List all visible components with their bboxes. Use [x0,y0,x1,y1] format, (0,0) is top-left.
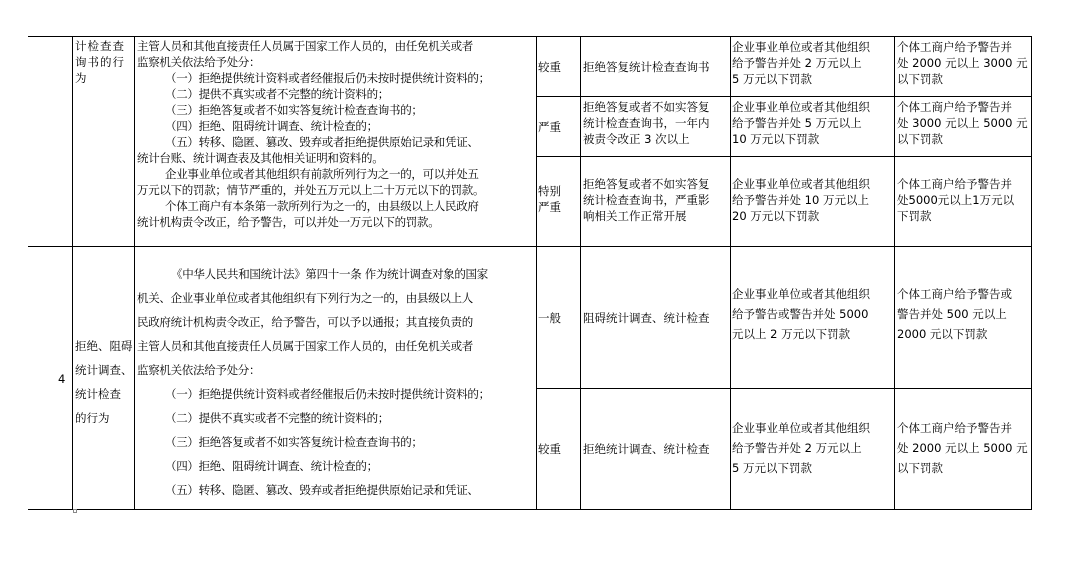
basis-line: 民政府统计机构责令改正，给予警告，可以予以通报；其直接负责的 [137,315,473,329]
col-divider [536,36,537,510]
col-divider [134,36,135,510]
row4-individual-1 [897,284,1031,344]
enterprise-line: 元以上 2 万元以下罚款 [732,327,851,341]
individual-line: 2000 元以下罚款 [897,327,988,341]
enterprise-line: 给予警告并处 5 万元以上 [732,116,862,130]
row4-grade-1 [538,247,580,388]
item-name-line: 询书的行 [75,55,125,69]
situation-line: 阻碍统计调查、统计检查 [583,310,710,325]
situation-line: 拒绝答复或者不如实答复 [583,177,710,191]
individual-line: 个体工商户给予警告或 [897,287,1012,301]
col-divider [894,36,895,510]
situation-line: 拒绝答复统计检查查询书 [583,59,710,74]
basis-line: （四）拒绝、阻碍统计调查、统计检查的； [165,459,378,473]
row-divider [536,96,1032,97]
row3-situation-3 [583,176,730,224]
enterprise-line: 给予警告并处 2 万元以上 [732,56,862,70]
basis-line: （一）拒绝提供统计资料或者经催报后仍未按时提供统计资料的； [165,71,490,85]
row4-number [58,371,72,387]
row3-grade-2 [538,97,580,156]
row-divider [536,156,1032,157]
basis-line: 主管人员和其他直接责任人员属于国家工作人员的，由任免机关或者 [137,339,473,353]
situation-line: 统计检查查询书，一年内 [583,116,710,130]
table-right-border [1031,36,1032,510]
row4-grade-2 [538,389,580,509]
grade-label: 严重 [538,200,561,214]
row3-individual-3 [897,176,1031,224]
item-name-line: 统计检查 [75,387,121,401]
individual-line: 个体工商户给予警告并 [897,177,1012,191]
row3-enterprise-2 [732,99,894,147]
basis-line: 万元以下的罚款；情节严重的，并处五万元以上二十万元以下的罚款。 [137,183,485,197]
grade-label: 较重 [538,442,561,456]
basis-line: 监察机关依法给予处分： [137,363,261,377]
enterprise-line: 给予警告并处 2 万元以上 [732,441,862,455]
basis-line: （三）拒绝答复或者不如实答复统计检查查询书的； [165,103,423,117]
row4-item-name [75,334,135,430]
enterprise-line: 给予警告或警告并处 5000 [732,307,869,321]
row3-individual-2 [897,99,1031,147]
grade-label: 较重 [538,59,561,74]
item-name-line: 的行为 [75,411,110,425]
grade-label: 特别 [538,184,561,198]
enterprise-line: 5 万元以下罚款 [732,72,812,86]
basis-line: 机关、企业事业单位或者其他组织有下列行为之一的，由县级以上人 [137,291,473,305]
row4-legal-basis [137,262,535,502]
enterprise-line: 企业事业单位或者其他组织 [732,100,870,114]
individual-line: 处 3000 元以上 5000 元 [897,116,1028,130]
row4-situation-2 [583,389,730,509]
enterprise-line: 企业事业单位或者其他组织 [732,177,870,191]
basis-line: （一）拒绝提供统计资料或者经催报后仍未按时提供统计资料的； [165,387,490,401]
row4-enterprise-1 [732,284,894,344]
row4-individual-2 [897,418,1031,478]
row3-enterprise-1 [732,39,894,87]
basis-line: （四）拒绝、阻碍统计调查、统计检查的； [165,119,378,133]
row3-grade-3 [538,183,580,215]
enterprise-line: 5 万元以下罚款 [732,461,812,475]
table-top-border [28,36,1032,37]
basis-line: （二）提供不真实或者不完整的统计资料的； [165,411,389,425]
situation-line: 统计检查查询书，严重影 [583,193,710,207]
table-bottom-border [28,509,1032,510]
enterprise-line: 20 万元以下罚款 [732,209,820,223]
individual-line: 以下罚款 [897,461,943,475]
item-name-line: 为 [75,71,88,85]
row3-individual-1 [897,39,1031,87]
basis-line: 统计机构责令改正，给予警告，可以并处一万元以下的罚款。 [137,215,440,229]
situation-line: 拒绝答复或者不如实答复 [583,100,710,114]
row3-enterprise-3 [732,176,894,224]
enterprise-line: 10 万元以下罚款 [732,132,820,146]
row-number: 4 [58,372,66,386]
individual-line: 个体工商户给予警告并 [897,40,1012,54]
basis-line: （五）转移、隐匿、篡改、毁弃或者拒绝提供原始记录和凭证、 [165,135,479,149]
basis-line: （五）转移、隐匿、篡改、毁弃或者拒绝提供原始记录和凭证、 [165,483,479,497]
row4-situation-1 [583,247,730,388]
item-name-line: 拒绝、阻碍 [75,339,133,353]
row4-enterprise-2 [732,418,894,478]
row-divider [28,246,1032,247]
row3-situation-1 [583,37,730,96]
col-divider [580,36,581,510]
enterprise-line: 企业事业单位或者其他组织 [732,287,870,301]
item-name-line: 计检查查 [75,39,125,53]
individual-line: 以下罚款 [897,72,943,86]
item-name-line: 统计调查、 [75,363,133,377]
row3-grade-1 [538,37,580,96]
col-divider [730,36,731,510]
situation-line: 响相关工作正常开展 [583,209,687,223]
row3-situation-2 [583,99,730,147]
enterprise-line: 企业事业单位或者其他组织 [732,421,870,435]
individual-line: 处5000元以上1万元以 [897,193,1015,207]
basis-line: （三）拒绝答复或者不如实答复统计检查查询书的； [165,435,423,449]
individual-line: 处 2000 元以上 3000 元 [897,56,1028,70]
basis-line: 主管人员和其他直接责任人员属于国家工作人员的，由任免机关或者 [137,39,473,53]
basis-line: 个体工商户有本条第一款所列行为之一的，由县级以上人民政府 [165,199,479,213]
situation-line: 被责令改正 3 次以上 [583,132,690,146]
individual-line: 个体工商户给予警告并 [897,421,1012,435]
basis-line: 企业事业单位或者其他组织有前款所列行为之一的，可以并处五 [165,167,479,181]
row3-item-name [75,38,133,86]
basis-line: 《中华人民共和国统计法》第四十一条 作为统计调查对象的国家 [171,267,488,281]
grade-label: 严重 [538,119,561,134]
table-resize-handle[interactable] [73,509,77,513]
individual-line: 警告并处 500 元以上 [897,307,1007,321]
enterprise-line: 给予警告并处 10 万元以上 [732,193,869,207]
situation-line: 拒绝统计调查、统计检查 [583,442,710,456]
row3-legal-basis [137,38,535,230]
individual-line: 个体工商户给予警告并 [897,100,1012,114]
grade-label: 一般 [538,310,561,325]
col-divider [72,36,73,510]
basis-line: 统计台账、统计调查表及其他相关证明和资料的。 [137,151,384,165]
basis-line: （二）提供不真实或者不完整的统计资料的； [165,87,389,101]
individual-line: 以下罚款 [897,132,943,146]
basis-line: 监察机关依法给予处分： [137,55,261,69]
enterprise-line: 企业事业单位或者其他组织 [732,40,870,54]
individual-line: 下罚款 [897,209,932,223]
individual-line: 处 2000 元以上 5000 元 [897,441,1028,455]
